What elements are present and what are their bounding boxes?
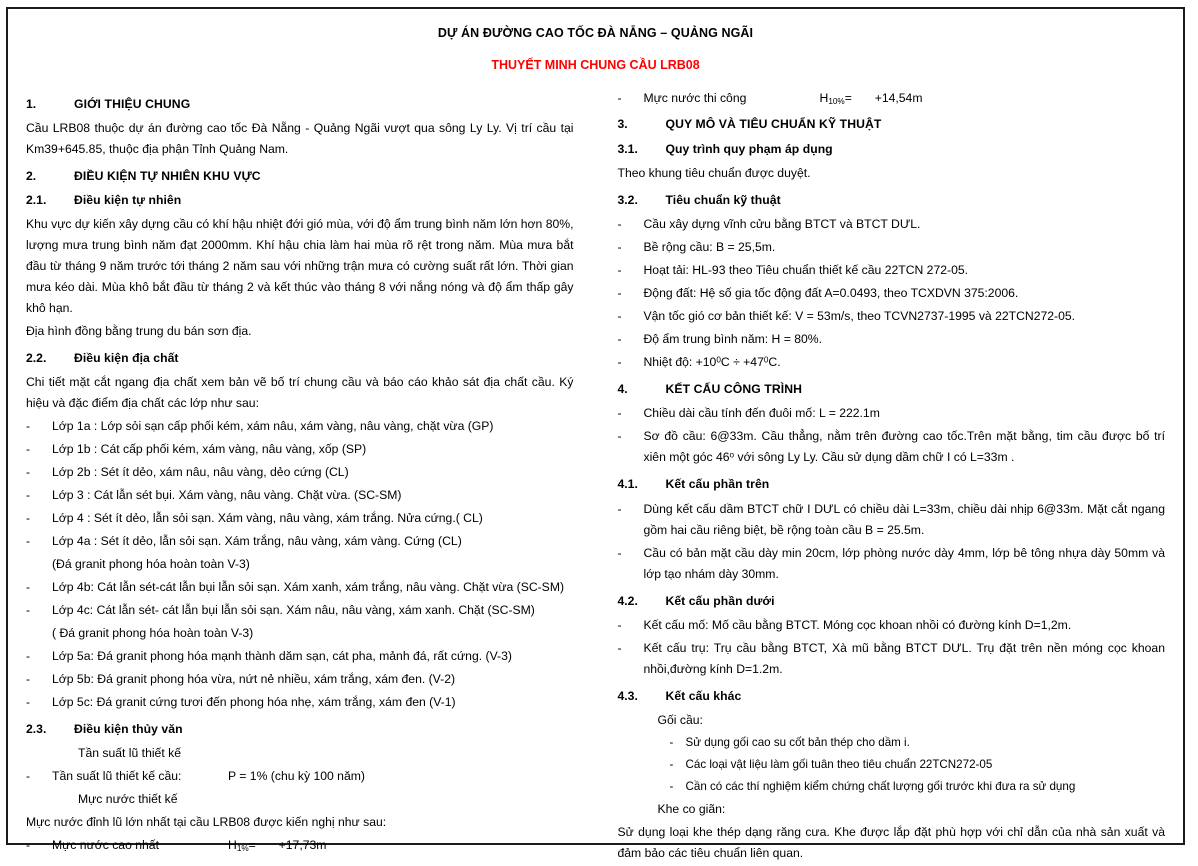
construction-water-level-number: +14,54m xyxy=(874,90,923,105)
temperature-range-text xyxy=(644,352,1166,373)
bridge-scheme-item xyxy=(618,426,1166,468)
geology-layer-text: Lớp 2b : Sét ít dẻo, xám nâu, nâu vàng, dẻo cứng (CL) xyxy=(52,465,349,480)
dash-bullet-icon: - xyxy=(26,649,31,664)
dash-bullet-icon: - xyxy=(669,779,674,793)
right-column xyxy=(596,88,1166,866)
natural-conditions-paragraph: Khu vực dự kiến xây dựng cầu có khí hậu nhiệt đới gió mùa, với độ ẩm trung bình năm lớn hơn 80%, lượng mưa trung bình năm đạt 2000mm. Khí hậu chia làm hai mùa rõ rệt trong năm. Mùa mưa bắt đầu từ tháng 9 năm trước tới tháng 2 năm sau với những trận mưa có cường suất rất lớn. Thời gian mưa kéo dài. Mùa khô bắt đầu từ tháng 2 và kết thúc vào tháng 8 với nắng nóng và độ ẩm thấp gây khô hạn. xyxy=(26,217,574,316)
expansion-joint-paragraph: Sử dụng loại khe thép dạng răng cưa. Khe được lắp đặt phù hợp với chỉ dẫn của nhà sản xuất và đảm bảo các tiêu chuẩn liên quan. xyxy=(617,824,1165,860)
dash-bullet-icon: - xyxy=(617,640,622,655)
section-4-2-number: 4.2. xyxy=(617,593,638,608)
max-water-level-number: +17,73m xyxy=(278,838,327,853)
design-flood-frequency-key: Tần suất lũ thiết kế cầu: xyxy=(52,769,182,784)
dash-bullet-icon: - xyxy=(669,735,674,749)
section-2-number: 2. xyxy=(26,168,37,183)
construction-water-level-row xyxy=(618,88,1166,109)
geology-layer-item xyxy=(26,692,574,713)
temperature-degree-sup-2: 0 xyxy=(763,355,769,365)
geology-layer-item xyxy=(26,646,574,667)
tech-standard-text: Độ ẩm trung bình năm: H = 80%. xyxy=(643,332,823,347)
tech-standard-item xyxy=(618,329,1166,350)
geology-layer-item xyxy=(26,669,574,690)
dash-bullet-icon: - xyxy=(617,286,622,301)
dash-bullet-icon: - xyxy=(617,406,622,421)
tech-standard-text: Hoạt tải: HL-93 theo Tiêu chuẩn thiết kế cầu 22TCN 272-05. xyxy=(643,263,969,278)
bearing-item xyxy=(670,733,1166,753)
geology-layer-text: Lớp 5c: Đá granit cứng tươi đến phong hóa nhẹ, xám trắng, xám đen (V-1) xyxy=(52,695,456,710)
standards-paragraph: Theo khung tiêu chuẩn được duyệt. xyxy=(617,165,811,180)
design-flood-frequency-label: Tần suất lũ thiết kế xyxy=(78,746,181,761)
geology-layer-text: Lớp 1b : Cát cấp phối kém, xám vàng, nâu vàng, xốp (SP) xyxy=(52,442,367,457)
dash-bullet-icon: - xyxy=(617,240,622,255)
construction-water-level-key: Mực nước thi công xyxy=(643,90,747,105)
tech-standard-item xyxy=(618,260,1166,281)
substructure-item xyxy=(618,638,1166,680)
geology-layer-item xyxy=(26,600,574,621)
left-column xyxy=(26,88,596,859)
bearing-group-label: Gối cầu: xyxy=(657,712,703,727)
substructure-text: Kết cấu trụ: Trụ cầu bằng BTCT, Xà mũ bằng BTCT DƯL. Trụ đặt trên nền móng cọc khoan nhồi,đường kính D=1.2m. xyxy=(643,640,1165,676)
dash-bullet-icon: - xyxy=(617,332,622,347)
dash-bullet-icon: - xyxy=(669,757,674,771)
section-3-number: 3. xyxy=(617,117,628,132)
section-2-3-heading xyxy=(26,722,574,737)
section-4-number: 4. xyxy=(617,382,628,397)
bridge-scheme-prefix: Sơ đồ cầu: 6@33m. Cầu thẳng, nằm trên đường cao tốc.Trên mặt bằng, tim cầu được bố trí xiên một góc 46 xyxy=(643,429,1165,465)
dash-bullet-icon: - xyxy=(617,355,622,370)
bearing-text: Sử dụng gối cao su cốt bản thép cho dầm i. xyxy=(685,735,910,749)
section-3-2-heading xyxy=(618,193,1166,208)
section-2-3-number: 2.3. xyxy=(26,722,47,737)
section-3-1-heading xyxy=(618,142,1166,157)
tech-standard-text: Vận tốc gió cơ bản thiết kế: V = 53m/s, theo TCVN2737-1995 và 22TCN272-05. xyxy=(643,309,1076,324)
section-3-title: QUY MÔ VÀ TIÊU CHUẨN KỸ THUẬT xyxy=(665,117,882,132)
bearing-item xyxy=(670,755,1166,775)
geology-layer-item xyxy=(26,462,574,483)
section-2-3-title: Điều kiện thủy văn xyxy=(74,722,183,737)
dash-bullet-icon: - xyxy=(26,672,31,687)
tech-standard-item xyxy=(618,283,1166,304)
section-3-2-title: Tiêu chuẩn kỹ thuật xyxy=(665,192,781,207)
section-1-number: 1. xyxy=(26,96,37,111)
page-border-frame xyxy=(6,7,1185,860)
geology-layer-item xyxy=(26,485,574,506)
geology-layer-item xyxy=(26,508,574,529)
dash-bullet-icon: - xyxy=(617,617,622,632)
dash-bullet-icon: - xyxy=(26,442,31,457)
construction-water-level-value xyxy=(820,88,1166,109)
document-subtitle: THUYẾT MINH CHUNG CẦU LRB08 xyxy=(491,58,700,73)
dash-bullet-icon: - xyxy=(26,603,31,618)
geology-layer-item xyxy=(26,416,574,437)
geology-layer-text: Lớp 4c: Cát lẫn sét- cát lẫn bụi lẫn sỏi sạn. Xám nâu, nâu vàng, xám xanh. Chặt (SC-SM) xyxy=(52,603,535,618)
geology-layer-text: Lớp 4 : Sét ít dẻo, lẫn sỏi sạn. Xám vàng, nâu vàng, xám trắng. Nửa cứng.( CL) xyxy=(52,511,483,526)
section-3-heading xyxy=(618,117,1166,132)
substructure-text: Kết cấu mố: Mố cầu bằng BTCT. Móng cọc khoan nhồi có đường kính D=1,2m. xyxy=(643,617,1072,632)
section-4-1-number: 4.1. xyxy=(617,477,638,492)
bridge-length-item xyxy=(618,403,1166,424)
construction-water-level-symbol: H xyxy=(819,90,829,105)
dash-bullet-icon: - xyxy=(26,465,31,480)
section-2-2-heading xyxy=(26,351,574,366)
dash-bullet-icon: - xyxy=(26,695,31,710)
superstructure-text: Cầu có bản mặt cầu dày min 20cm, lớp phòng nước dày 4mm, lớp bê tông nhựa dày 50mm và lớp tạo nhám dày 30mm. xyxy=(643,545,1165,581)
bearing-text: Các loại vật liệu làm gối tuân theo tiêu chuẩn 22TCN272-05 xyxy=(685,757,993,771)
section-2-2-title: Điều kiện địa chất xyxy=(74,351,179,366)
dash-bullet-icon: - xyxy=(26,511,31,526)
geology-layer-text: Lớp 3 : Cát lẫn sét bụi. Xám vàng, nâu vàng. Chặt vừa. (SC-SM) xyxy=(52,488,402,503)
section-1-heading xyxy=(26,97,574,112)
substructure-item xyxy=(618,615,1166,636)
superstructure-text: Dùng kết cấu dầm BTCT chữ I DƯL có chiều dài L=33m, chiều dài nhịp 6@33m. Mặt cắt ngang gồm hai cầu riêng biệt, bề rộng toàn cầu B = 25.5m. xyxy=(643,501,1165,537)
tech-standard-text: Bề rộng cầu: B = 25,5m. xyxy=(643,240,776,255)
construction-water-level-subscript: 10% xyxy=(828,96,845,106)
terrain-paragraph: Địa hình đồng bằng trung du bán sơn địa. xyxy=(26,324,252,339)
design-flood-frequency-value: P = 1% (chu kỳ 100 năm) xyxy=(228,769,365,784)
dash-bullet-icon: - xyxy=(617,309,622,324)
section-4-2-title: Kết cấu phần dưới xyxy=(665,593,775,608)
dash-bullet-icon: - xyxy=(617,545,622,560)
section-2-heading xyxy=(26,169,574,184)
section-1-paragraph: Cầu LRB08 thuộc dự án đường cao tốc Đà Nẵng - Quảng Ngãi vượt qua sông Ly Ly. Vị trí cầu tại Km39+645.85, thuộc địa phận Tỉnh Quảng Nam. xyxy=(26,120,574,156)
section-2-1-number: 2.1. xyxy=(26,192,47,207)
dash-bullet-icon: - xyxy=(26,534,31,549)
geology-layer-text: Lớp 4b: Cát lẫn sét-cát lẫn bụi lẫn sỏi sạn. Xám xanh, xám trắng, nâu vàng. Chặt vừa (SC-SM) xyxy=(52,580,565,595)
tech-standard-item xyxy=(618,237,1166,258)
section-4-1-title: Kết cấu phần trên xyxy=(665,477,770,492)
bridge-length-text: Chiều dài cầu tính đến đuôi mố: L = 222.1m xyxy=(643,406,880,421)
dash-bullet-icon: - xyxy=(617,90,622,105)
temperature-mid: C ÷ +47 xyxy=(720,355,764,370)
section-4-3-number: 4.3. xyxy=(617,688,638,703)
max-water-level-row xyxy=(26,835,574,856)
section-2-1-title: Điều kiện tự nhiên xyxy=(74,192,182,207)
max-water-level-equals: = xyxy=(248,838,256,853)
geology-layer-text: Lớp 1a : Lớp sỏi sạn cấp phối kém, xám nâu, xám vàng, nâu vàng, chặt vừa (GP) xyxy=(52,419,494,434)
temperature-range-item xyxy=(618,352,1166,373)
section-4-3-heading xyxy=(618,689,1166,704)
geology-layer-item xyxy=(26,531,574,552)
section-3-2-number: 3.2. xyxy=(617,192,638,207)
geology-layer-text: Lớp 5a: Đá granit phong hóa mạnh thành dăm sạn, cát pha, mảnh đá, rất cứng. (V-3) xyxy=(52,649,512,664)
construction-water-level-equals: = xyxy=(844,90,852,105)
bridge-scheme-text xyxy=(644,426,1166,468)
geology-layer-item xyxy=(26,577,574,598)
dash-bullet-icon: - xyxy=(26,488,31,503)
section-2-title: ĐIỀU KIỆN TỰ NHIÊN KHU VỰC xyxy=(74,168,261,183)
section-3-1-title: Quy trình quy phạm áp dụng xyxy=(665,141,833,156)
bearing-item xyxy=(670,777,1166,797)
superstructure-item xyxy=(618,499,1166,541)
superstructure-item xyxy=(618,543,1166,585)
section-4-title: KẾT CẤU CÔNG TRÌNH xyxy=(665,382,803,397)
section-2-1-heading xyxy=(26,193,574,208)
section-4-2-heading xyxy=(618,594,1166,609)
section-2-2-number: 2.2. xyxy=(26,351,47,366)
temperature-degree-sup-1: 0 xyxy=(716,355,721,365)
geology-layer-item xyxy=(26,439,574,460)
geology-layer-text: Lớp 4a : Sét ít dẻo, lẫn sỏi sạn. Xám trắng, nâu vàng, xám vàng. Cứng (CL) xyxy=(52,534,462,549)
expansion-joint-label: Khe co giãn: xyxy=(657,801,726,816)
design-flood-frequency-row xyxy=(26,766,574,787)
temperature-suffix: C. xyxy=(768,355,781,370)
section-4-3-title: Kết cấu khác xyxy=(665,688,742,703)
dash-bullet-icon: - xyxy=(617,217,622,232)
tech-standard-text: Động đất: Hệ số gia tốc động đất A=0.0493, theo TCXDVN 375:2006. xyxy=(643,286,1019,301)
bridge-scheme-suffix: với sông Ly Ly. Cầu sử dụng dầm chữ I có L=33m . xyxy=(734,450,1015,465)
project-title: DỰ ÁN ĐƯỜNG CAO TỐC ĐÀ NẴNG – QUẢNG NGÃI xyxy=(437,26,754,40)
max-water-level-value xyxy=(228,835,574,856)
max-water-level-symbol: H xyxy=(228,838,237,853)
tech-standard-item xyxy=(618,214,1166,235)
dash-bullet-icon: - xyxy=(26,838,31,853)
degree-sup-icon: o xyxy=(729,450,735,460)
dash-bullet-icon: - xyxy=(617,429,622,444)
dash-bullet-icon: - xyxy=(26,419,31,434)
geology-layer-text: Lớp 5b: Đá granit phong hóa vừa, nứt nẻ nhiều, xám trắng, xám đen. (V-2) xyxy=(52,672,456,687)
dash-bullet-icon: - xyxy=(617,501,622,516)
temperature-prefix: Nhiệt độ: +10 xyxy=(643,355,717,370)
geology-layer-note: ( Đá granit phong hóa hoàn toàn V-3) xyxy=(52,626,254,641)
max-water-level-subscript: 1% xyxy=(236,844,249,854)
dash-bullet-icon: - xyxy=(26,580,31,595)
section-4-1-heading xyxy=(618,477,1166,492)
section-1-title: GIỚI THIỆU CHUNG xyxy=(74,96,191,111)
dash-bullet-icon: - xyxy=(26,769,31,784)
two-column-body xyxy=(26,88,1165,866)
section-3-1-number: 3.1. xyxy=(617,141,638,156)
geology-intro-paragraph: Chi tiết mặt cắt ngang địa chất xem bản vẽ bố trí chung cầu và báo cáo khảo sát địa chất cầu. Ký hiệu và đặc điểm địa chất các lớp như sau: xyxy=(26,375,574,411)
design-water-level-label: Mực nước thiết kế xyxy=(78,792,178,807)
flood-level-intro-paragraph: Mực nước đỉnh lũ lớn nhất tại cầu LRB08 được kiến nghị như sau: xyxy=(26,815,387,830)
dash-bullet-icon: - xyxy=(617,263,622,278)
tech-standard-item xyxy=(618,306,1166,327)
max-water-level-key: Mực nước cao nhất xyxy=(52,838,159,853)
geology-layer-note: (Đá granit phong hóa hoàn toàn V-3) xyxy=(52,557,250,572)
section-4-heading xyxy=(618,382,1166,397)
tech-standard-text: Cầu xây dựng vĩnh cửu bằng BTCT và BTCT DƯL. xyxy=(643,217,921,232)
bearing-text: Cần có các thí nghiệm kiểm chứng chất lượng gối trước khi đưa ra sử dụng xyxy=(685,779,1076,793)
